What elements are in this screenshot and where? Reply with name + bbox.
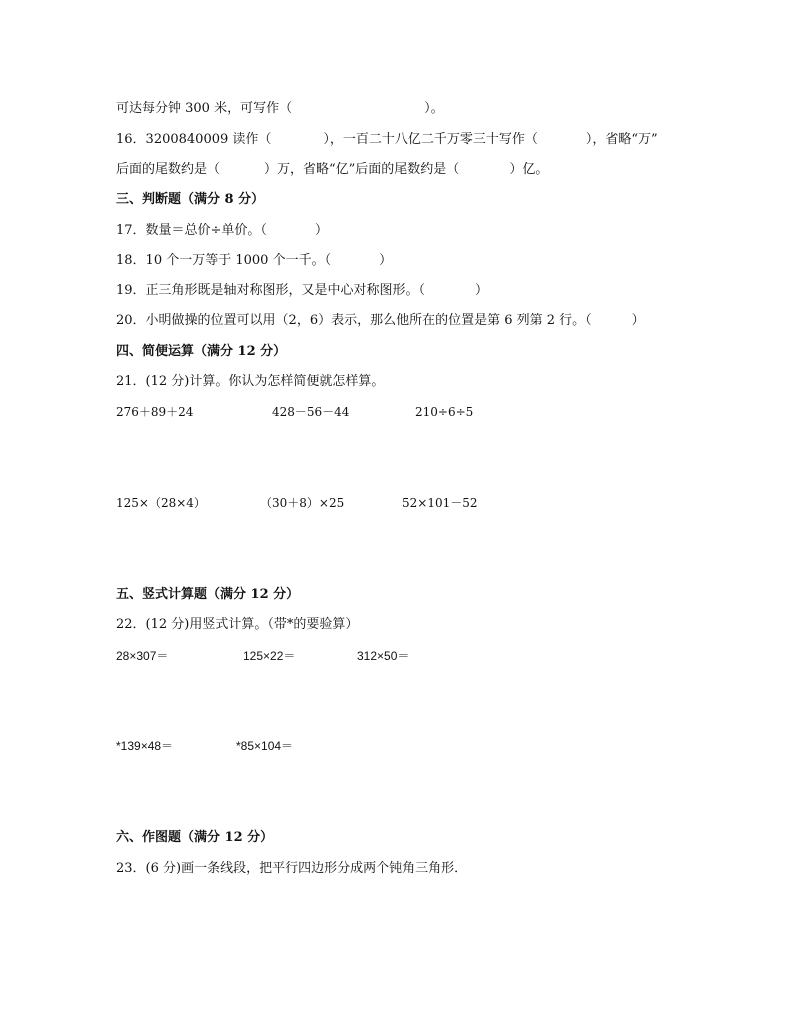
q15-text-end: ）。 [424,101,444,116]
q16-text-e: ）万，省略“亿”后面的尾数约是（ [264,162,460,177]
vertical-calc-5: *85×104＝ [236,739,294,753]
vertical-calc-2: 125×22＝ [243,649,296,663]
q16-line1 [116,132,658,148]
q17-close: ） [314,223,328,238]
q23: 23．(6 分)画一条线段，把平行四边形分成两个钝角三角形． [116,861,468,876]
q20 [116,313,645,329]
q17-text: 17．数量＝总价÷单价。（ [116,223,267,238]
q21: 21．(12 分)计算。你认为怎样简便就怎样算。 [116,374,385,389]
q19-close: ） [475,283,489,298]
section-3-title: 三、判断题（满分 8 分） [116,192,265,207]
q16-text-c: ），省略“万” [585,132,658,147]
simple-calc-2: 428－56－44 [272,405,350,419]
simple-calc-3: 210÷6÷5 [415,405,474,419]
vertical-calc-3: 312×50＝ [357,649,410,663]
q19 [116,283,488,299]
q22: 22．(12 分)用竖式计算。（带*的要验算） [116,617,359,632]
q17 [116,223,328,239]
vertical-calc-1: 28×307＝ [116,649,169,663]
simple-calc-5: （30＋8）×25 [260,496,345,510]
section-6-title: 六、作图题（满分 12 分） [116,830,274,845]
section-4-title: 四、简便运算（满分 12 分） [116,344,287,359]
section-5-title: 五、竖式计算题（满分 12 分） [116,587,300,602]
q20-close: ） [631,313,645,328]
q16-line2 [116,162,548,178]
q16-text-a: 16．3200840009 读作（ [116,132,272,147]
vertical-calc-4: *139×48＝ [116,739,174,753]
q20-text: 20．小明做操的位置可以用（2，6）表示，那么他所在的位置是第 6 列第 2 行。（ [116,313,592,328]
simple-calc-1: 276＋89＋24 [116,405,194,419]
simple-calc-4: 125×（28×4） [116,496,206,510]
q16-text-b: ），一百二十八亿二千万零三十写作（ [323,132,538,147]
q18-text: 18．10 个一万等于 1000 个一千。（ [116,253,332,268]
simple-calc-6: 52×101－52 [402,496,478,510]
q15-text: 可达每分钟 300 米，可写作（ [116,101,293,116]
q15-continuation [116,101,444,117]
q18-close: ） [379,253,393,268]
q18 [116,253,392,269]
q16-text-d: 后面的尾数约是（ [116,162,221,177]
q16-text-f: ）亿。 [509,162,549,177]
q19-text: 19．正三角形既是轴对称图形，又是中心对称图形。（ [116,283,426,298]
